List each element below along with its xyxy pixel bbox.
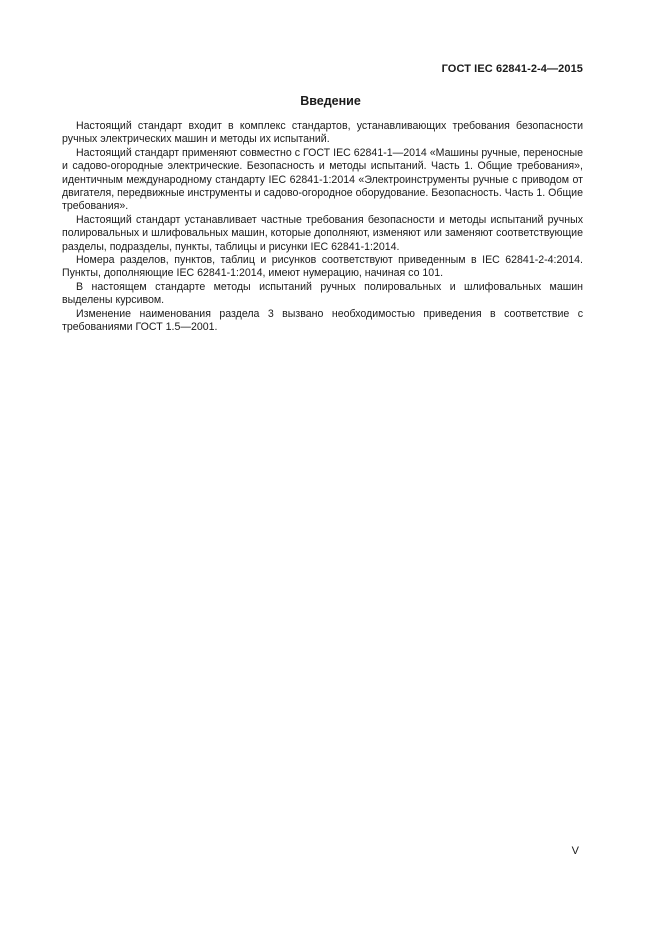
introduction-body bbox=[62, 120, 583, 335]
paragraph: Настоящий стандарт применяют совместно с ГОСТ IEC 62841-1—2014 «Машины ручные, переносные и садово-огородные электрические. Безопасность и методы испытаний. Часть 1. Общие требования», идентичным международному стандарту IEC 62841-1:2014 «Электроинструменты ручные с приводом от двигателя, передвижные инструменты и садово-огородное оборудование. Безопасность. Часть 1. Общие требования». bbox=[62, 146, 583, 213]
paragraph: Настоящий стандарт входит в комплекс стандартов, устанавливающих требования безопасности ручных электрических машин и методы их испытаний. bbox=[62, 120, 583, 146]
paragraph: Изменение наименования раздела 3 вызвано необходимостью приведения в соответствие с требованиями ГОСТ 1.5—2001. bbox=[62, 307, 583, 334]
page-number: V bbox=[571, 845, 579, 857]
paragraph: В настоящем стандарте методы испытаний ручных полировальных и шлифовальных машин выделены курсивом. bbox=[62, 280, 583, 307]
paragraph: Настоящий стандарт устанавливает частные требования безопасности и методы испытаний ручных полировальных и шлифовальных машин, которые дополняют, изменяют или заменяют соответствующие разделы, подразделы, пункты, таблицы и рисунки IEC 62841-1:2014. bbox=[62, 213, 583, 253]
paragraph: Номера разделов, пунктов, таблиц и рисунков соответствуют приведенным в IEC 62841-2-4:2014. Пункты, дополняющие IEC 62841-1:2014, имеют нумерацию, начиная со 101. bbox=[62, 254, 583, 280]
section-title: Введение bbox=[300, 94, 361, 108]
page-header-standard-code: ГОСТ IEC 62841-2-4—2015 bbox=[441, 63, 583, 75]
